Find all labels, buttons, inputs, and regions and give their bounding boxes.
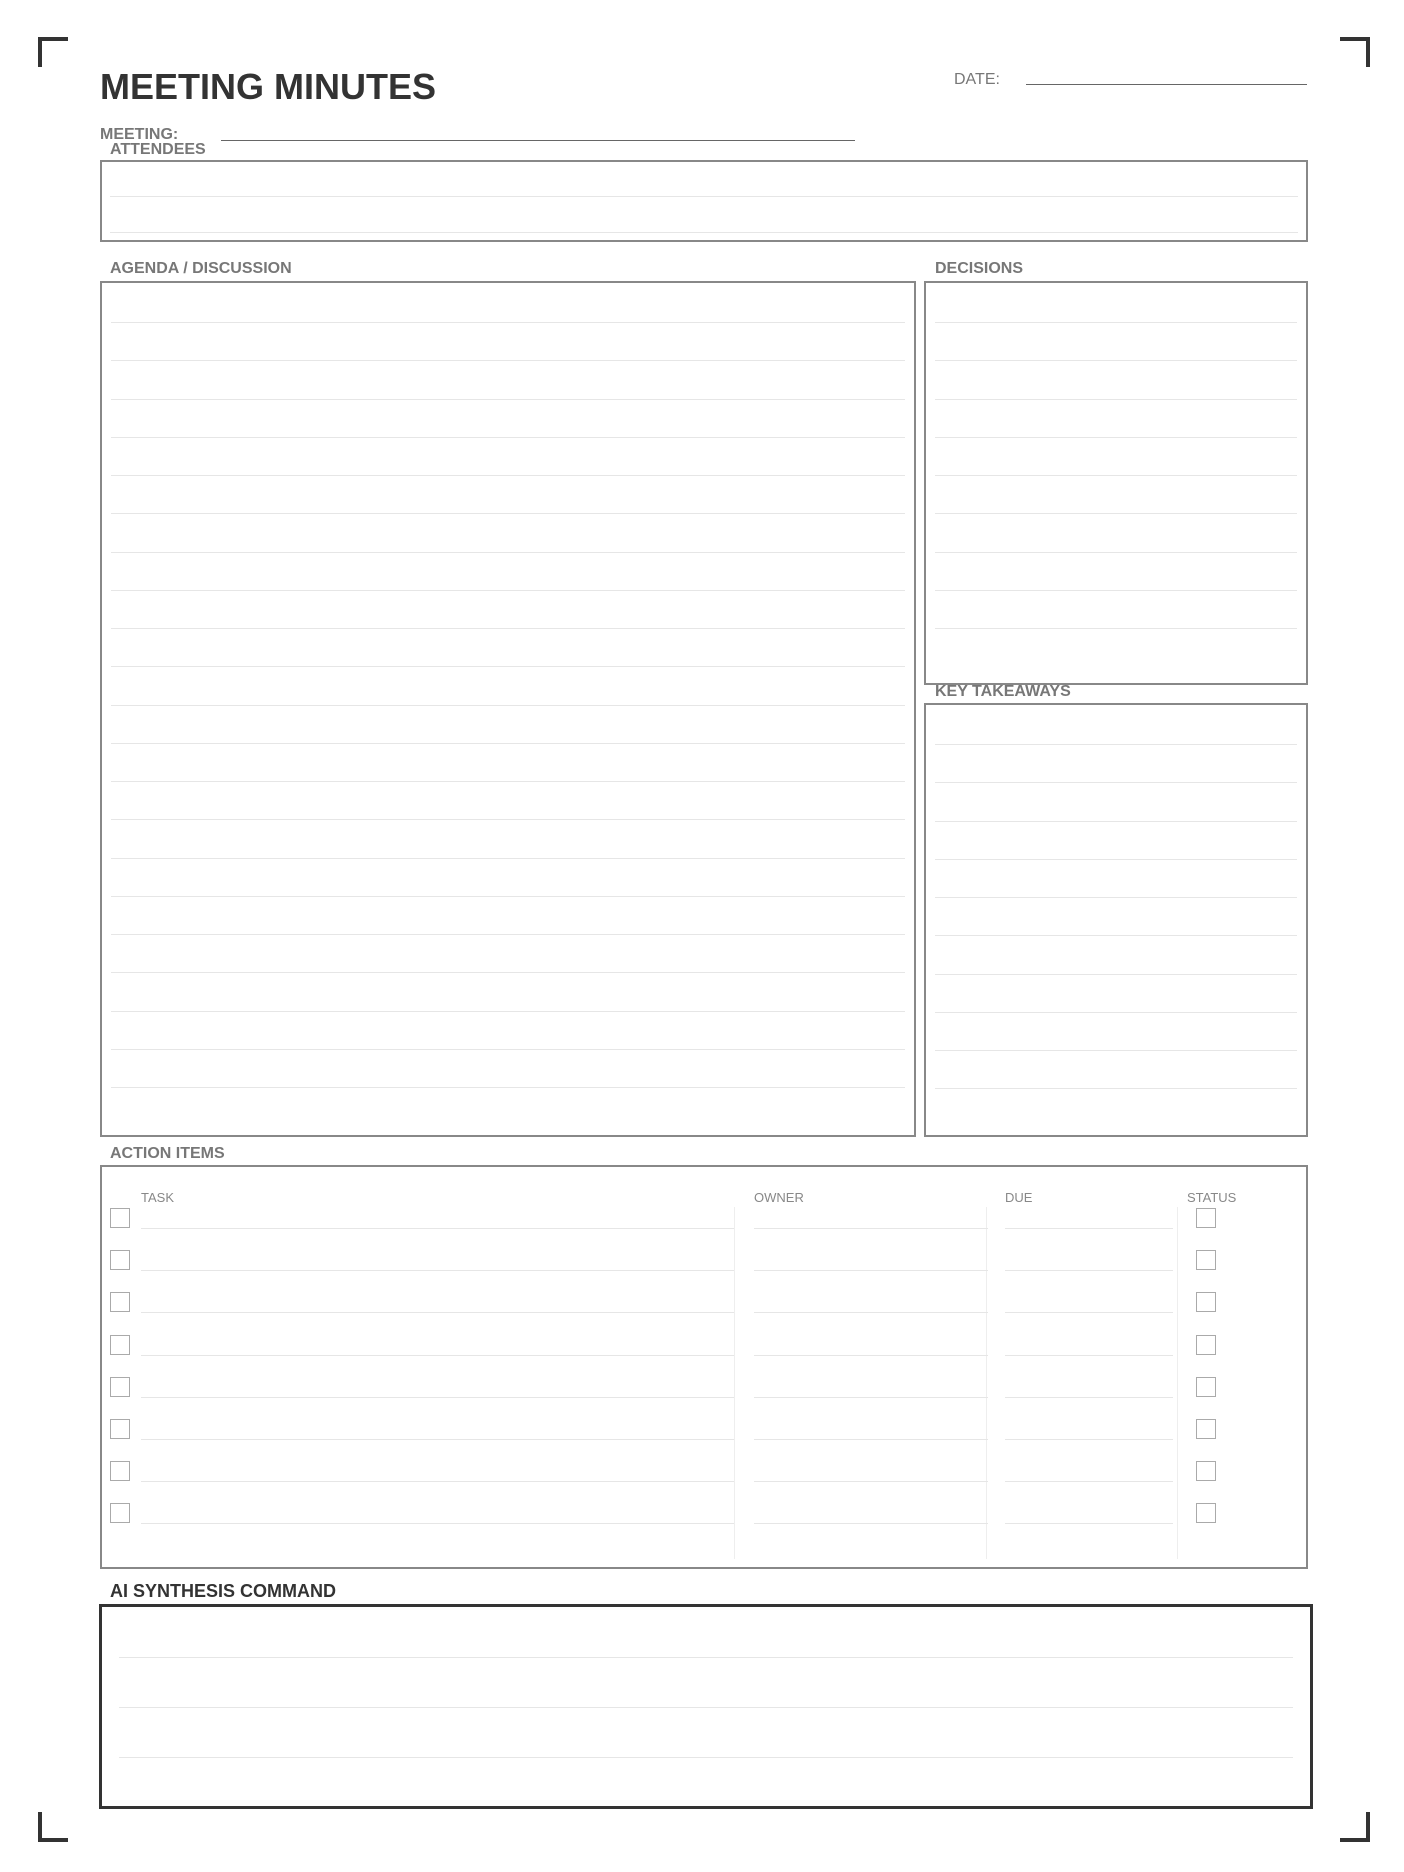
due-field[interactable] xyxy=(1005,1523,1173,1524)
action-items-table xyxy=(100,1165,1308,1569)
ruled-line xyxy=(935,1088,1297,1089)
owner-field[interactable] xyxy=(754,1312,988,1313)
status-checkbox[interactable] xyxy=(1196,1503,1216,1523)
task-checkbox[interactable] xyxy=(110,1335,130,1355)
ruled-line xyxy=(119,1757,1293,1758)
task-checkbox[interactable] xyxy=(110,1250,130,1270)
task-field[interactable] xyxy=(141,1397,734,1398)
ruled-line xyxy=(111,934,905,935)
meeting-field[interactable] xyxy=(221,140,855,141)
column-header-owner: OWNER xyxy=(754,1190,804,1205)
ruled-line xyxy=(111,743,905,744)
ruled-line xyxy=(111,819,905,820)
due-field[interactable] xyxy=(1005,1481,1173,1482)
column-divider xyxy=(734,1207,735,1559)
ruled-line xyxy=(111,552,905,553)
date-field[interactable] xyxy=(1026,84,1307,85)
column-divider xyxy=(986,1207,987,1559)
owner-field[interactable] xyxy=(754,1481,988,1482)
status-checkbox[interactable] xyxy=(1196,1335,1216,1355)
status-checkbox[interactable] xyxy=(1196,1208,1216,1228)
task-field[interactable] xyxy=(141,1355,734,1356)
page-title: MEETING MINUTES xyxy=(100,66,437,107)
ruled-line xyxy=(935,513,1297,514)
status-checkbox[interactable] xyxy=(1196,1419,1216,1439)
task-checkbox[interactable] xyxy=(110,1503,130,1523)
ruled-line xyxy=(110,232,1298,233)
ruled-line xyxy=(111,972,905,973)
ruled-line xyxy=(110,196,1298,197)
owner-field[interactable] xyxy=(754,1355,988,1356)
due-field[interactable] xyxy=(1005,1355,1173,1356)
ruled-line xyxy=(111,666,905,667)
ai-command-label: AI SYNTHESIS COMMAND xyxy=(110,1581,337,1601)
ruled-line xyxy=(119,1657,1293,1658)
due-field[interactable] xyxy=(1005,1228,1173,1229)
corner-mark-top-right xyxy=(1340,37,1370,67)
ruled-line xyxy=(111,513,905,514)
ruled-line xyxy=(935,744,1297,745)
column-header-task: TASK xyxy=(141,1190,174,1205)
attendees-box[interactable] xyxy=(100,160,1308,242)
task-checkbox[interactable] xyxy=(110,1208,130,1228)
meeting-label: MEETING: xyxy=(100,126,179,143)
ruled-line xyxy=(935,399,1297,400)
ruled-line xyxy=(111,322,905,323)
ruled-line xyxy=(935,859,1297,860)
task-field[interactable] xyxy=(141,1523,734,1524)
ruled-line xyxy=(935,322,1297,323)
ai-command-box[interactable] xyxy=(99,1604,1313,1809)
due-field[interactable] xyxy=(1005,1312,1173,1313)
ruled-line xyxy=(935,475,1297,476)
agenda-label: AGENDA / DISCUSSION xyxy=(110,260,292,277)
ruled-line xyxy=(935,897,1297,898)
owner-field[interactable] xyxy=(754,1439,988,1440)
column-header-status: STATUS xyxy=(1187,1190,1237,1205)
column-header-due: DUE xyxy=(1005,1190,1033,1205)
status-checkbox[interactable] xyxy=(1196,1461,1216,1481)
ruled-line xyxy=(111,705,905,706)
corner-mark-bottom-left xyxy=(38,1812,68,1842)
corner-mark-top-left xyxy=(38,37,68,67)
task-field[interactable] xyxy=(141,1481,734,1482)
task-field[interactable] xyxy=(141,1270,734,1271)
ruled-line xyxy=(111,437,905,438)
task-field[interactable] xyxy=(141,1439,734,1440)
date-label: DATE: xyxy=(954,71,1000,88)
ruled-line xyxy=(935,552,1297,553)
owner-field[interactable] xyxy=(754,1228,988,1229)
corner-mark-bottom-right xyxy=(1340,1812,1370,1842)
ruled-line xyxy=(935,628,1297,629)
status-checkbox[interactable] xyxy=(1196,1377,1216,1397)
task-checkbox[interactable] xyxy=(110,1292,130,1312)
ruled-line xyxy=(111,781,905,782)
due-field[interactable] xyxy=(1005,1397,1173,1398)
ruled-line xyxy=(935,1012,1297,1013)
ruled-line xyxy=(935,782,1297,783)
attendees-label: ATTENDEES xyxy=(110,141,206,158)
ruled-line xyxy=(111,1011,905,1012)
decisions-label: DECISIONS xyxy=(935,260,1024,277)
ruled-line xyxy=(935,590,1297,591)
agenda-box[interactable] xyxy=(100,281,916,1137)
owner-field[interactable] xyxy=(754,1270,988,1271)
ruled-line xyxy=(111,360,905,361)
ruled-line xyxy=(111,1087,905,1088)
ruled-line xyxy=(111,896,905,897)
task-checkbox[interactable] xyxy=(110,1377,130,1397)
owner-field[interactable] xyxy=(754,1397,988,1398)
task-field[interactable] xyxy=(141,1228,734,1229)
ruled-line xyxy=(935,935,1297,936)
takeaways-label: KEY TAKEAWAYS xyxy=(935,683,1071,700)
task-checkbox[interactable] xyxy=(110,1419,130,1439)
ruled-line xyxy=(935,360,1297,361)
due-field[interactable] xyxy=(1005,1439,1173,1440)
ruled-line xyxy=(935,821,1297,822)
ruled-line xyxy=(935,974,1297,975)
ruled-line xyxy=(111,475,905,476)
status-checkbox[interactable] xyxy=(1196,1250,1216,1270)
action-items-label: ACTION ITEMS xyxy=(110,1145,225,1162)
ruled-line xyxy=(111,858,905,859)
takeaways-box[interactable] xyxy=(924,703,1308,1137)
ruled-line xyxy=(119,1707,1293,1708)
due-field[interactable] xyxy=(1005,1270,1173,1271)
decisions-box[interactable] xyxy=(924,281,1308,685)
ruled-line xyxy=(111,399,905,400)
task-field[interactable] xyxy=(141,1312,734,1313)
ruled-line xyxy=(111,590,905,591)
status-checkbox[interactable] xyxy=(1196,1292,1216,1312)
ruled-line xyxy=(935,437,1297,438)
ruled-line xyxy=(111,1049,905,1050)
column-divider xyxy=(1177,1207,1178,1559)
ruled-line xyxy=(111,628,905,629)
task-checkbox[interactable] xyxy=(110,1461,130,1481)
owner-field[interactable] xyxy=(754,1523,988,1524)
ruled-line xyxy=(935,1050,1297,1051)
